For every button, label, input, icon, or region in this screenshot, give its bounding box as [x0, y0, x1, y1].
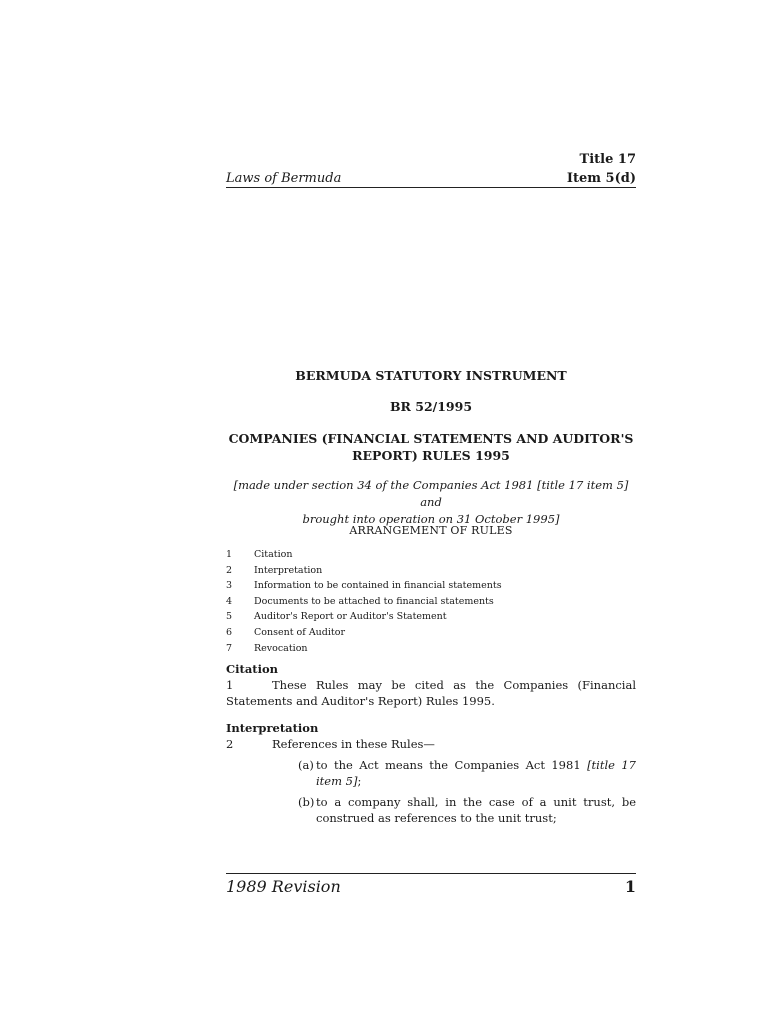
- rules-title-line2: REPORT) RULES 1995: [352, 448, 510, 463]
- interpretation-intro-text: References in these Rules—: [272, 737, 435, 751]
- list-item: 3 Information to be contained in financial statements: [226, 580, 502, 592]
- header-item: Item 5(d): [566, 171, 636, 186]
- made-under-note: [226, 477, 636, 528]
- list-item: 7 Revocation: [226, 642, 308, 654]
- instrument-type: BERMUDA STATUTORY INSTRUMENT: [295, 368, 567, 383]
- citation-paragraph: [226, 677, 636, 709]
- document-page: [226, 0, 636, 1024]
- footer-divider: [226, 873, 636, 874]
- made-under-line1: [made under section 34 of the Companies Act 1981 [title 17 item 5] and: [233, 478, 629, 509]
- definition-label: (a): [298, 758, 314, 772]
- made-under-line2: brought into operation on 31 October 1995]: [302, 512, 560, 526]
- interpretation-intro: [226, 736, 636, 752]
- definition-text: to a company shall, in the case of a unit trust, be construed as references to the unit trust;: [316, 795, 636, 825]
- page-number: 1: [624, 877, 636, 896]
- arrangement-heading: ARRANGEMENT OF RULES: [349, 524, 513, 537]
- arrangement-list: [226, 547, 636, 656]
- header-title: Title 17: [579, 152, 636, 167]
- citation-heading: Citation: [226, 662, 278, 676]
- list-item: 5 Auditor's Report or Auditor's Statement: [226, 611, 447, 623]
- header-laws: Laws of Bermuda: [226, 171, 342, 186]
- definition-b: [298, 794, 636, 826]
- definition-label: (b): [298, 795, 315, 809]
- citation-text-line2: Statements and Auditor's Report) Rules 1995.: [226, 694, 495, 708]
- list-item: 1 Citation: [226, 549, 293, 560]
- definition-text: to the Act means the Companies Act 1981 [title 17 item 5];: [316, 758, 637, 788]
- list-item: 6 Consent of Auditor: [226, 626, 345, 638]
- instrument-number: BR 52/1995: [389, 399, 473, 414]
- citation-number: 1: [226, 678, 234, 692]
- rules-title: [226, 430, 636, 464]
- citation-text-line1: These Rules may be cited as the Companies (Financial: [272, 678, 636, 692]
- rules-title-line1: COMPANIES (FINANCIAL STATEMENTS AND AUDITOR'S: [228, 431, 634, 446]
- list-item: 2 Interpretation: [226, 564, 323, 576]
- definition-a: [298, 757, 636, 789]
- footer-revision: 1989 Revision: [226, 877, 341, 896]
- list-item: 4 Documents to be attached to financial statements: [226, 595, 494, 607]
- interpretation-heading: Interpretation: [226, 721, 319, 735]
- citation-line1: [226, 677, 636, 693]
- interpretation-number: 2: [226, 737, 234, 751]
- header-divider: [226, 187, 636, 188]
